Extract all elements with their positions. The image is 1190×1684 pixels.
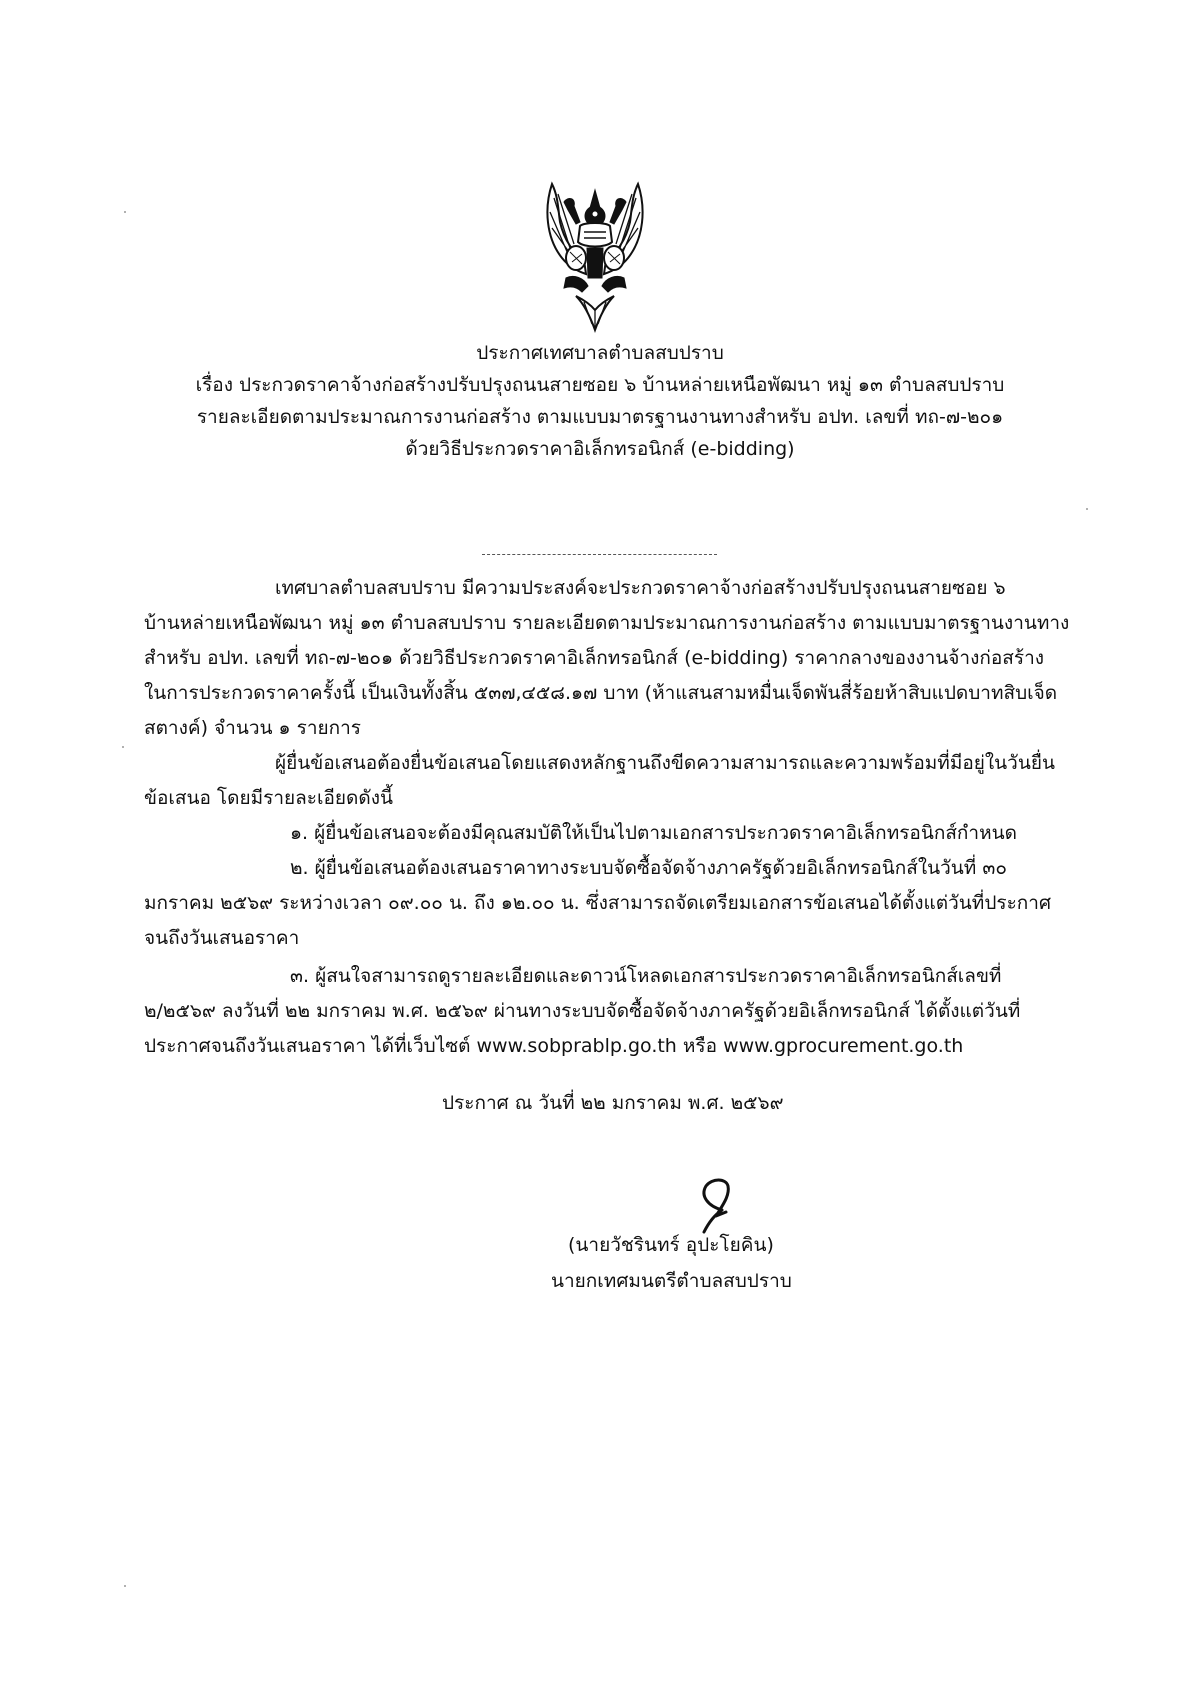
list-item-3-line: ๒/๒๕๖๙ ลงวันที่ ๒๒ มกราคม พ.ศ. ๒๕๖๙ ผ่านทางระบบจัดซื้อจัดจ้างภาครัฐด้วยอิเล็กทรอนิกส์ ได้ตั้งแต่วันที่ — [144, 1000, 1021, 1022]
list-item-3-line: ๓. ผู้สนใจสามารถดูรายละเอียดและดาวน์โหลดเอกสารประกวดราคาอิเล็กทรอนิกส์เลขที่ — [290, 965, 1002, 987]
signatory-position: นายกเทศมนตรีตำบลสบปราบ — [551, 1270, 792, 1292]
signatory-name: (นายวัชรินทร์ อุปะโยคิน) — [568, 1234, 774, 1256]
list-item-3-line: ประกาศจนถึงวันเสนอราคา ได้ที่เว็บไซต์ www.sobprablp.go.th หรือ www.gprocurement.go.th — [144, 1035, 964, 1057]
paragraph-1-line: สำหรับ อปท. เลขที่ ทถ-๗-๒๐๑ ด้วยวิธีประกวดราคาอิเล็กทรอนิกส์ (e-bidding) ราคากลางของงานจ้างก่อสร้าง — [144, 647, 1045, 669]
scan-speck — [124, 1585, 126, 1587]
list-item-1: ๑. ผู้ยื่นข้อเสนอจะต้องมีคุณสมบัติให้เป็นไปตามเอกสารประกวดราคาอิเล็กทรอนิกส์กำหนด — [290, 822, 1017, 844]
list-item-2-line: จนถึงวันเสนอราคา — [144, 927, 300, 949]
announcement-method: ด้วยวิธีประกวดราคาอิเล็กทรอนิกส์ (e-bidding) — [405, 438, 795, 460]
paragraph-1-line: เทศบาลตำบลสบปราบ มีความประสงค์จะประกวดราคาจ้างก่อสร้างปรับปรุงถนนสายซอย ๖ — [275, 577, 1006, 599]
list-item-2-line: มกราคม ๒๕๖๙ ระหว่างเวลา ๐๙.๐๐ น. ถึง ๑๒.๐๐ น. ซึ่งสามารถจัดเตรียมเอกสารข้อเสนอได้ตั้งแต่วันที่ประกาศ — [144, 892, 1052, 914]
paragraph-1-line: บ้านหล่ายเหนือพัฒนา หมู่ ๑๓ ตำบลสบปราบ รายละเอียดตามประมาณการงานก่อสร้าง ตามแบบมาตรฐานงานทาง — [144, 612, 1070, 634]
garuda-emblem-icon — [540, 178, 650, 336]
announcement-subject: เรื่อง ประกวดราคาจ้างก่อสร้างปรับปรุงถนนสายซอย ๖ บ้านหล่ายเหนือพัฒนา หมู่ ๑๓ ตำบลสบปราบ — [195, 374, 1005, 396]
signature-icon — [686, 1176, 746, 1236]
announcement-title: ประกาศเทศบาลตำบลสบปราบ — [476, 342, 724, 364]
paragraph-2-line: ผู้ยื่นข้อเสนอต้องยื่นข้อเสนอโดยแสดงหลักฐานถึงขีดความสามารถและความพร้อมที่มีอยู่ในวันยื่น — [275, 752, 1055, 774]
announcement-detail: รายละเอียดตามประมาณการงานก่อสร้าง ตามแบบมาตรฐานงานทางสำหรับ อปท. เลขที่ ทถ-๗-๒๐๑ — [196, 406, 1004, 428]
paragraph-1-line: สตางค์) จำนวน ๑ รายการ — [144, 717, 362, 739]
scan-speck — [1086, 508, 1088, 510]
header-divider — [482, 554, 717, 555]
scan-speck — [122, 746, 124, 748]
scan-speck — [124, 211, 126, 213]
list-item-2-line: ๒. ผู้ยื่นข้อเสนอต้องเสนอราคาทางระบบจัดซื้อจัดจ้างภาครัฐด้วยอิเล็กทรอนิกส์ในวันที่ ๓๐ — [290, 857, 1007, 879]
paragraph-1-line: ในการประกวดราคาครั้งนี้ เป็นเงินทั้งสิ้น ๕๓๗,๔๕๘.๑๗ บาท (ห้าแสนสามหมื่นเจ็ดพันสี่ร้อยห้าสิบแปดบาทสิบเจ็ด — [144, 682, 1058, 704]
paragraph-2-line: ข้อเสนอ โดยมีรายละเอียดดังนี้ — [144, 787, 393, 809]
announcement-date: ประกาศ ณ วันที่ ๒๒ มกราคม พ.ศ. ๒๕๖๙ — [442, 1092, 784, 1114]
